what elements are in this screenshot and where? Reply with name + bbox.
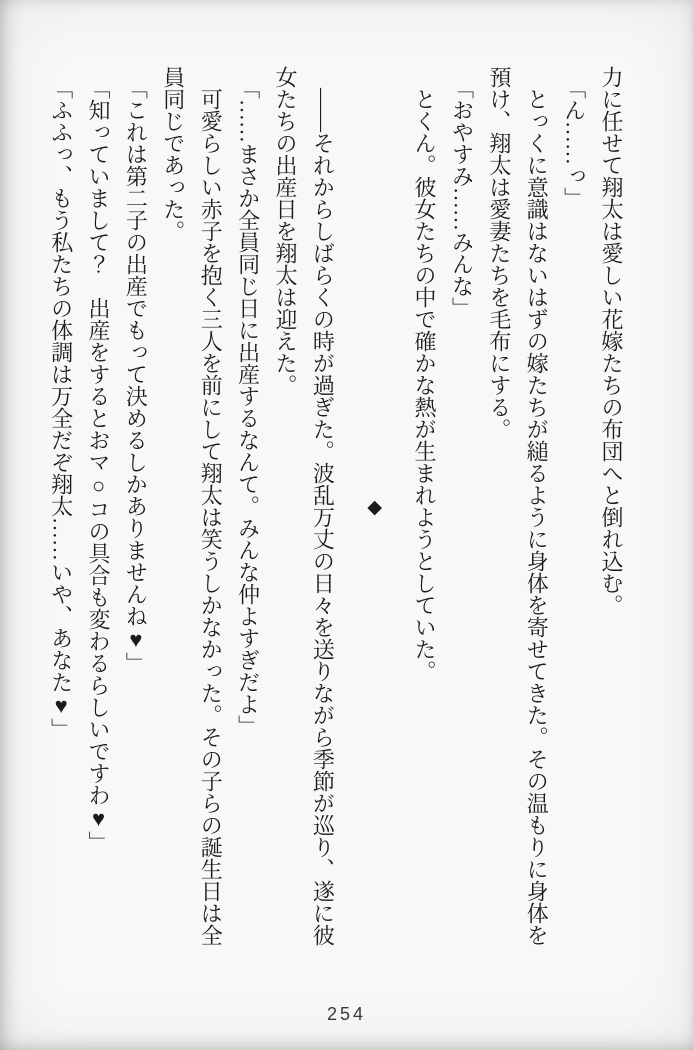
text-column: 員同じであった。 [160,66,186,242]
text-column: とくん。彼女たちの中で確かな熱が生まれようとしていた。 [412,88,438,682]
text-column: 「知っていまして？ 出産をするとおマ○コの具合も変わるらしいですわ♥」 [86,77,112,853]
text-column: とっくに意識はないはずの嫁たちが縋るように身体を寄せてきた。その温もりに身体を [524,88,550,946]
text-column: 力に任せて翔太は愛しい花嫁たちの布団へと倒れ込む。 [599,66,624,616]
text-column: 「おやすみ……みんな」 [449,77,475,319]
page-number: 254 [326,1004,367,1024]
text-column: 「……まさか全員同じ日に出産するなんて。みんな仲よすぎだよ」 [235,77,261,737]
text-column: ――それからしばらくの時が過ぎた。波乱万丈の日々を送りながら季節が巡り、遂に彼 [310,88,336,946]
vertical-text-block [42,66,630,948]
text-column: 女たちの出産日を翔太は迎えた。 [272,66,298,396]
text-column: 預け、翔太は愛妻たちを毛布にする。 [486,66,512,440]
text-column: 可愛らしい赤子を抱く三人を前にして翔太は笑うしかなかった。その子らの誕生日は全 [198,88,224,946]
text-column: 「これは第二子の出産でもって決めるしかありませんね♥」 [123,77,149,674]
text-column: 「ふふっ、もう私たちの体調は万全だぞ翔太……いや、あなた♥」 [48,77,74,740]
section-divider-diamond: ◆ [363,496,385,518]
text-column: 「ん……っ」 [561,77,587,209]
